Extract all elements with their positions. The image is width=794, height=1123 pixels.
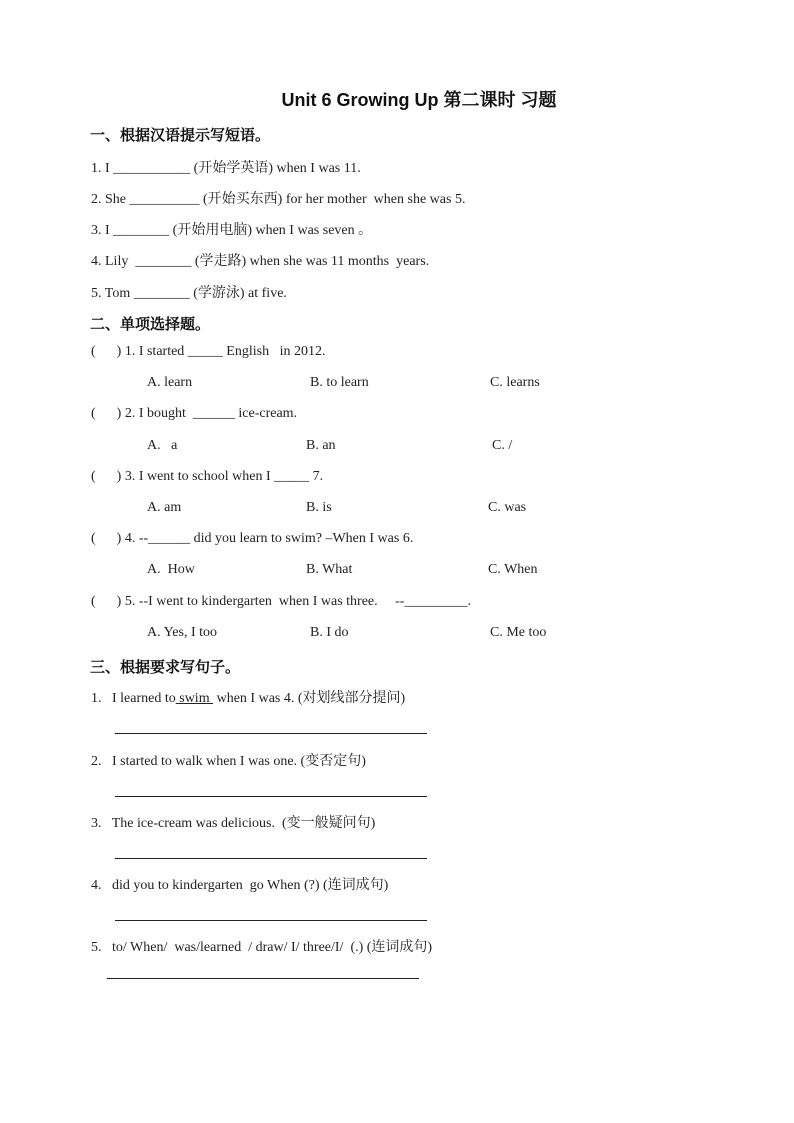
sentence-task-1-number: 1. — [91, 691, 102, 706]
answer-line-4[interactable] — [115, 920, 427, 921]
answer-line-5[interactable] — [107, 978, 419, 979]
mc-option-3b: B. is — [306, 500, 332, 515]
sentence-task-1-instruction: when I was 4. (对划线部分提问) — [213, 691, 406, 706]
answer-line-2[interactable] — [115, 796, 427, 797]
mc-question-5: ( ) 5. --I went to kindergarten when I was three. --_________. — [91, 594, 471, 609]
mc-option-5a: A. Yes, I too — [147, 625, 218, 640]
mc-question-1: ( ) 1. I started _____ English in 2012. — [91, 344, 326, 359]
mc-option-3c: C. was — [488, 500, 527, 515]
underlined-word: swim — [175, 691, 214, 706]
phrase-item-2: 2. She __________ (开始买东西) for her mother when she was 5. — [91, 192, 466, 207]
mc-question-3: ( ) 3. I went to school when I _____ 7. — [91, 469, 324, 484]
sentence-task-4: 4. did you to kindergarten go When (?) (连词成句) — [91, 878, 389, 893]
mc-option-4b: B. What — [306, 562, 353, 577]
sentence-task-5: 5. to/ When/ was/learned / draw/ I/ three/I/ (.) (连词成句) — [91, 940, 433, 955]
answer-line-1[interactable] — [115, 733, 427, 734]
mc-option-1c: C. learns — [490, 375, 540, 390]
mc-option-3a: A. am — [147, 500, 182, 515]
answer-line-3[interactable] — [115, 858, 427, 859]
sentence-task-2: 2. I started to walk when I was one. (变否定句) — [91, 754, 366, 769]
mc-option-4a: A. How — [147, 562, 195, 577]
mc-option-5b: B. I do — [310, 625, 349, 640]
phrase-item-1: 1. I ___________ (开始学英语) when I was 11. — [91, 161, 361, 176]
phrase-item-4: 4. Lily ________ (学走路) when she was 11 months years. — [91, 254, 430, 269]
section-1-heading: 一、根据汉语提示写短语。 — [90, 127, 271, 144]
mc-option-2b: B. an — [306, 438, 336, 453]
section-3-heading: 三、根据要求写句子。 — [90, 659, 241, 676]
mc-option-2c: C. / — [492, 438, 513, 453]
sentence-task-1-text: I learned to — [112, 691, 176, 706]
phrase-item-5: 5. Tom ________ (学游泳) at five. — [91, 286, 287, 301]
mc-option-2a: A. a — [147, 438, 178, 453]
mc-question-4: ( ) 4. --______ did you learn to swim? –When I was 6. — [91, 531, 414, 546]
sentence-task-1 — [91, 687, 405, 707]
mc-option-4c: C. When — [488, 562, 538, 577]
mc-option-1a: A. learn — [147, 375, 193, 390]
worksheet-title: Unit 6 Growing Up 第二课时 习题 — [281, 90, 557, 110]
mc-option-1b: B. to learn — [310, 375, 369, 390]
sentence-task-3: 3. The ice-cream was delicious. (变一般疑问句) — [91, 816, 376, 831]
section-2-heading: 二、单项选择题。 — [90, 316, 211, 333]
mc-question-2: ( ) 2. I bought ______ ice-cream. — [91, 406, 298, 421]
mc-option-5c: C. Me too — [490, 625, 547, 640]
phrase-item-3: 3. I ________ (开始用电脑) when I was seven 。 — [91, 223, 373, 238]
